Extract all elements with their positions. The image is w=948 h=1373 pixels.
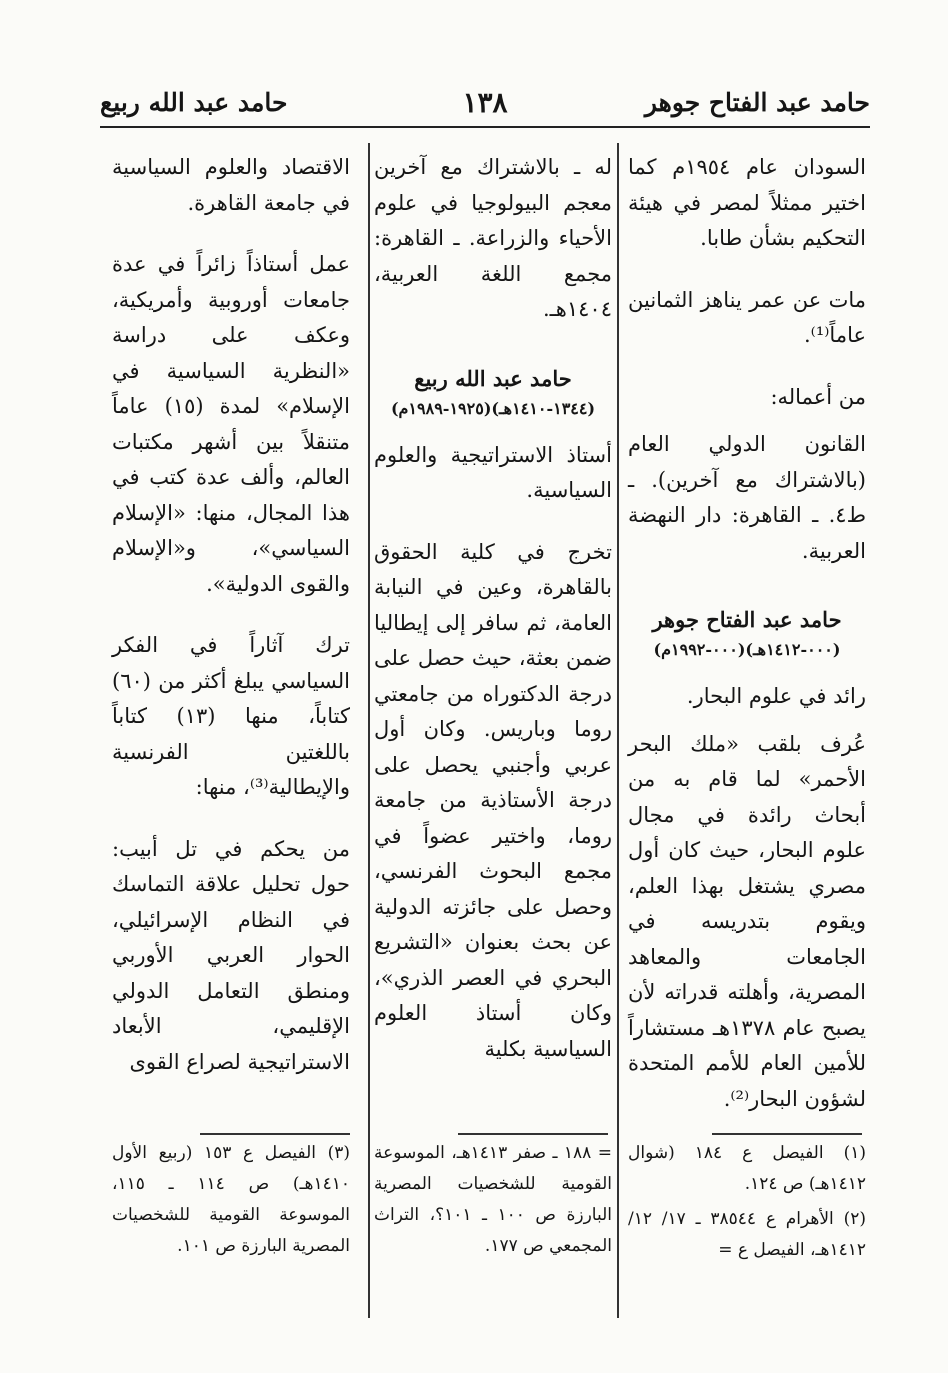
paragraph: ترك آثاراً في الفكر السياسي يبلغ أكثر من (٦٠) كتاباً، منها (١٣) كتاباً باللغتين الفرنسية والإيطالية⁽³⁾، منها:	[112, 633, 350, 799]
paragraph: له ـ بالاشتراك مع آخرين معجم البيولوجيا في علوم الأحياء والزراعة. ـ القاهرة: مجمع اللغة العربية، ١٤٠٤هـ.	[374, 155, 612, 321]
column-middle	[374, 150, 612, 1093]
header-left-title: حامد عبد الله ربيع	[100, 88, 288, 117]
footnote-rule	[458, 1133, 608, 1135]
footnote: = ١٨٨ ـ صفر ١٤١٣هـ، الموسوعة القومية للشخصيات المصرية البارزة ص ١٠٠ ـ ١٠١؟، التراث المجمعي ص ١٧٧.	[374, 1143, 612, 1256]
footnote-rule	[200, 1133, 350, 1135]
footnotes-middle	[374, 1138, 612, 1266]
column-divider-right	[617, 143, 619, 1318]
header-right-title: حامد عبد الفتاح جوهر	[644, 88, 870, 117]
column-right	[628, 150, 866, 1143]
entry-heading: حامد عبد الله ربيع	[414, 365, 572, 391]
paragraph: عُرف بلقب «ملك البحر الأحمر» لما قام به من أبحاث رائدة في مجال علوم البحار، حيث كان أول مصري يشتغل بهذا العلم، ويقوم بتدريسه في الجامعات والمعاهد المصرية، وأهلته قدراته لأن يصبح عام ١٣٧٨هـ مستشاراً للأمين العام للأمم المتحدة لشؤون البحار⁽²⁾.	[628, 731, 866, 1111]
paragraph: من أعماله:	[770, 384, 866, 409]
footnotes-right	[628, 1138, 866, 1270]
footnote: (١) الفيصل ع ١٨٤ (شوال ١٤١٢هـ) ص ١٢٤.	[628, 1143, 866, 1194]
entry-dates: (١٣٤٤-١٤١٠هـ)(١٩٢٥-١٩٨٩م)	[390, 398, 596, 418]
entry-heading: حامد عبد الفتاح جوهر	[652, 607, 842, 632]
paragraph: السودان عام ١٩٥٤م كما اختير ممثلاً لمصر في هيئة التحكيم بشأن طابا.	[628, 155, 866, 250]
footnotes-left	[112, 1138, 350, 1266]
column-left	[112, 150, 350, 1106]
footnote: (٢) الأهرام ع ٣٨٥٤٤ ـ ١٧/ ١٢/ ١٤١٢هـ، الفيصل ع =	[628, 1209, 866, 1260]
paragraph: القانون الدولي العام (بالاشتراك مع آخرين). ـ ط٤. ـ القاهرة: دار النهضة العربية.	[628, 432, 866, 563]
paragraph: من يحكم في تل أبيب: حول تحليل علاقة التماسك في النظام الإسرائيلي، الحوار العربي الأوربي ومنطق التعامل الدولي الإقليمي، الأبعاد الاستراتيجية لصراع القوى	[112, 836, 350, 1074]
paragraph: رائد في علوم البحار.	[686, 684, 866, 708]
footnote: (٣) الفيصل ع ١٥٣ (ربيع الأول ١٤١٠هـ) ص ١١٤ ـ ١١٥، الموسوعة القومية للشخصيات المصرية البارزة ص ١٠١.	[112, 1143, 350, 1256]
paragraph: تخرج في كلية الحقوق بالقاهرة، وعين في النيابة العامة، ثم سافر إلى إيطاليا ضمن بعثة، حيث حصل على درجة الدكتوراه من جامعتي روما وباريس. وكان أول عربي وأجنبي يحصل على درجة الأستاذية من جامعة روما، واختير عضواً في مجمع البحوث الفرنسي، وحصل على جائزته الدولية عن بحث بعنوان «التشريع البحري في العصر الذري»، وكان أستاذ العلوم السياسية بكلية	[374, 539, 612, 1061]
footnote-rule	[712, 1133, 862, 1135]
paragraph: أستاذ الاستراتيجية والعلوم السياسية.	[374, 442, 612, 502]
running-header	[100, 86, 870, 128]
paragraph: الاقتصاد والعلوم السياسية في جامعة القاهرة.	[112, 155, 350, 215]
entry-dates: (٠٠٠-١٤١٢هـ)(٠٠٠-١٩٩٢م)	[653, 640, 841, 659]
paragraph: عمل أستاذاً زائراً في عدة جامعات أوروبية وأمريكية، وعكف على دراسة «النظرية السياسية في الإسلام» لمدة (١٥) عاماً متنقلاً بين أشهر مكتبات العالم، وألف عدة كتب في هذا المجال، منها: «الإسلام السياسي»، و«الإسلام والقوى الدولية».	[112, 252, 350, 596]
page-number: ١٣٨	[462, 86, 508, 119]
paragraph: مات عن عمر يناهز الثمانين عاماً⁽¹⁾.	[628, 287, 866, 347]
column-divider-left	[368, 143, 370, 1318]
